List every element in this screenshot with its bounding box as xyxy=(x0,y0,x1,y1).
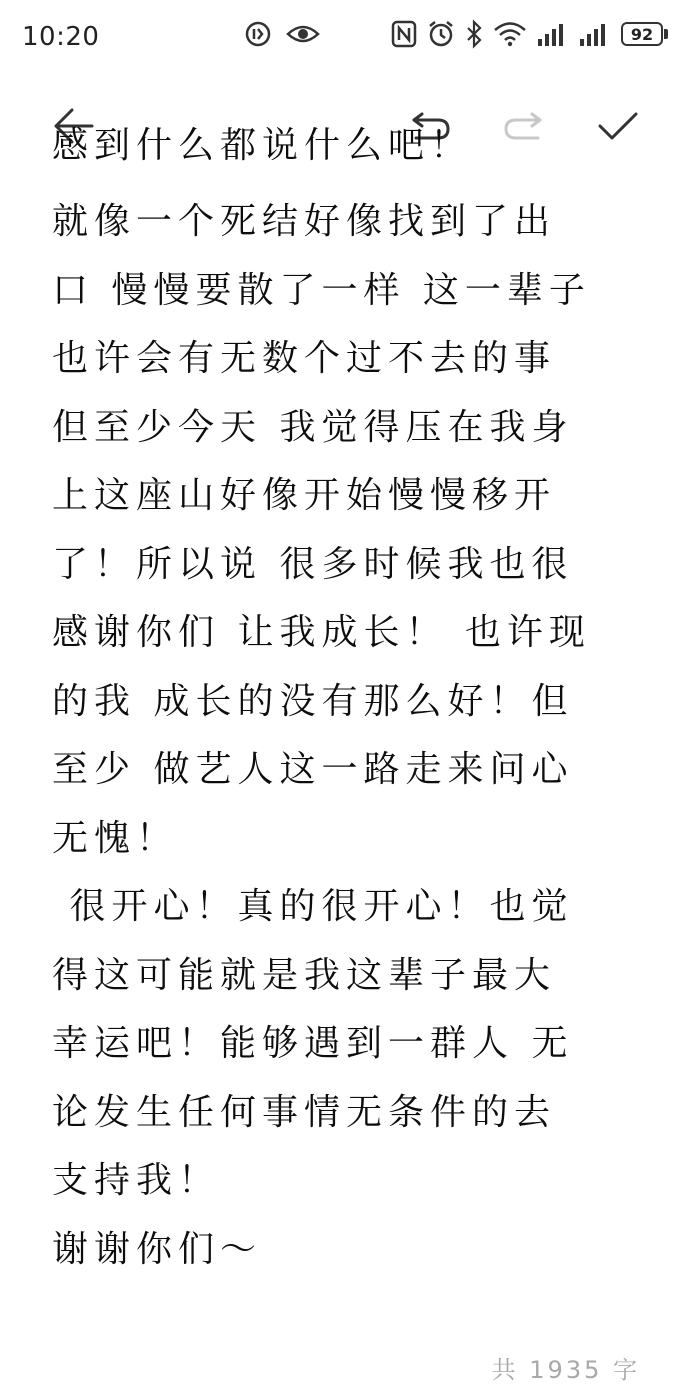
status-bar xyxy=(0,0,690,76)
status-time: 10:20 xyxy=(22,22,100,52)
note-line: 也许会有无数个过不去的事 xyxy=(52,338,557,379)
battery-level: 92 xyxy=(621,22,663,46)
note-line: 幸运吧！能够遇到一群人 无 xyxy=(52,1023,574,1064)
eye-icon xyxy=(286,22,320,46)
note-line: 论发生任何事情无条件的去 xyxy=(52,1091,557,1133)
note-line: 很开心！真的很开心！也觉 xyxy=(52,886,574,927)
note-line: 的我 成长的没有那么好！但 xyxy=(52,680,574,722)
note-line: 感谢你们 让我成长！ 也许现 xyxy=(52,612,591,653)
note-text[interactable] xyxy=(52,125,642,1284)
note-line: 至少 做艺人这一路走来问心 xyxy=(52,749,574,790)
wifi-icon xyxy=(493,21,527,47)
redo-icon xyxy=(502,108,546,148)
note-line: 了！所以说 很多时候我也很 xyxy=(52,543,574,585)
redo-button[interactable] xyxy=(498,102,550,154)
note-line: 上这座山好像开始慢慢移开 xyxy=(52,475,557,516)
note-editor[interactable] xyxy=(0,125,690,1330)
alarm-icon xyxy=(427,20,455,48)
nfc-icon xyxy=(391,20,417,48)
note-line: 无愧！ xyxy=(52,817,179,859)
bluetooth-icon xyxy=(465,20,483,48)
status-right-icons xyxy=(391,20,668,48)
check-icon xyxy=(596,108,640,148)
battery-icon xyxy=(621,22,668,46)
note-line: 口 慢慢要散了一样 这一辈子 xyxy=(52,269,591,311)
note-line: 就像一个死结好像找到了出 xyxy=(52,201,557,242)
note-line: 但至少今天 我觉得压在我身 xyxy=(52,406,574,448)
note-line-partial: 感到什么都说什么吧！ xyxy=(52,125,473,166)
done-button[interactable] xyxy=(592,102,644,154)
signal-icon xyxy=(537,21,569,47)
note-line: 谢谢你们～ xyxy=(52,1228,263,1270)
app-notification-icon xyxy=(244,20,272,48)
note-line: 支持我！ xyxy=(52,1160,221,1201)
note-line: 得这可能就是我这辈子最大 xyxy=(52,954,557,996)
signal-icon xyxy=(579,21,611,47)
status-left-icons xyxy=(244,20,320,48)
word-count: 共 1935 字 xyxy=(491,1356,640,1384)
